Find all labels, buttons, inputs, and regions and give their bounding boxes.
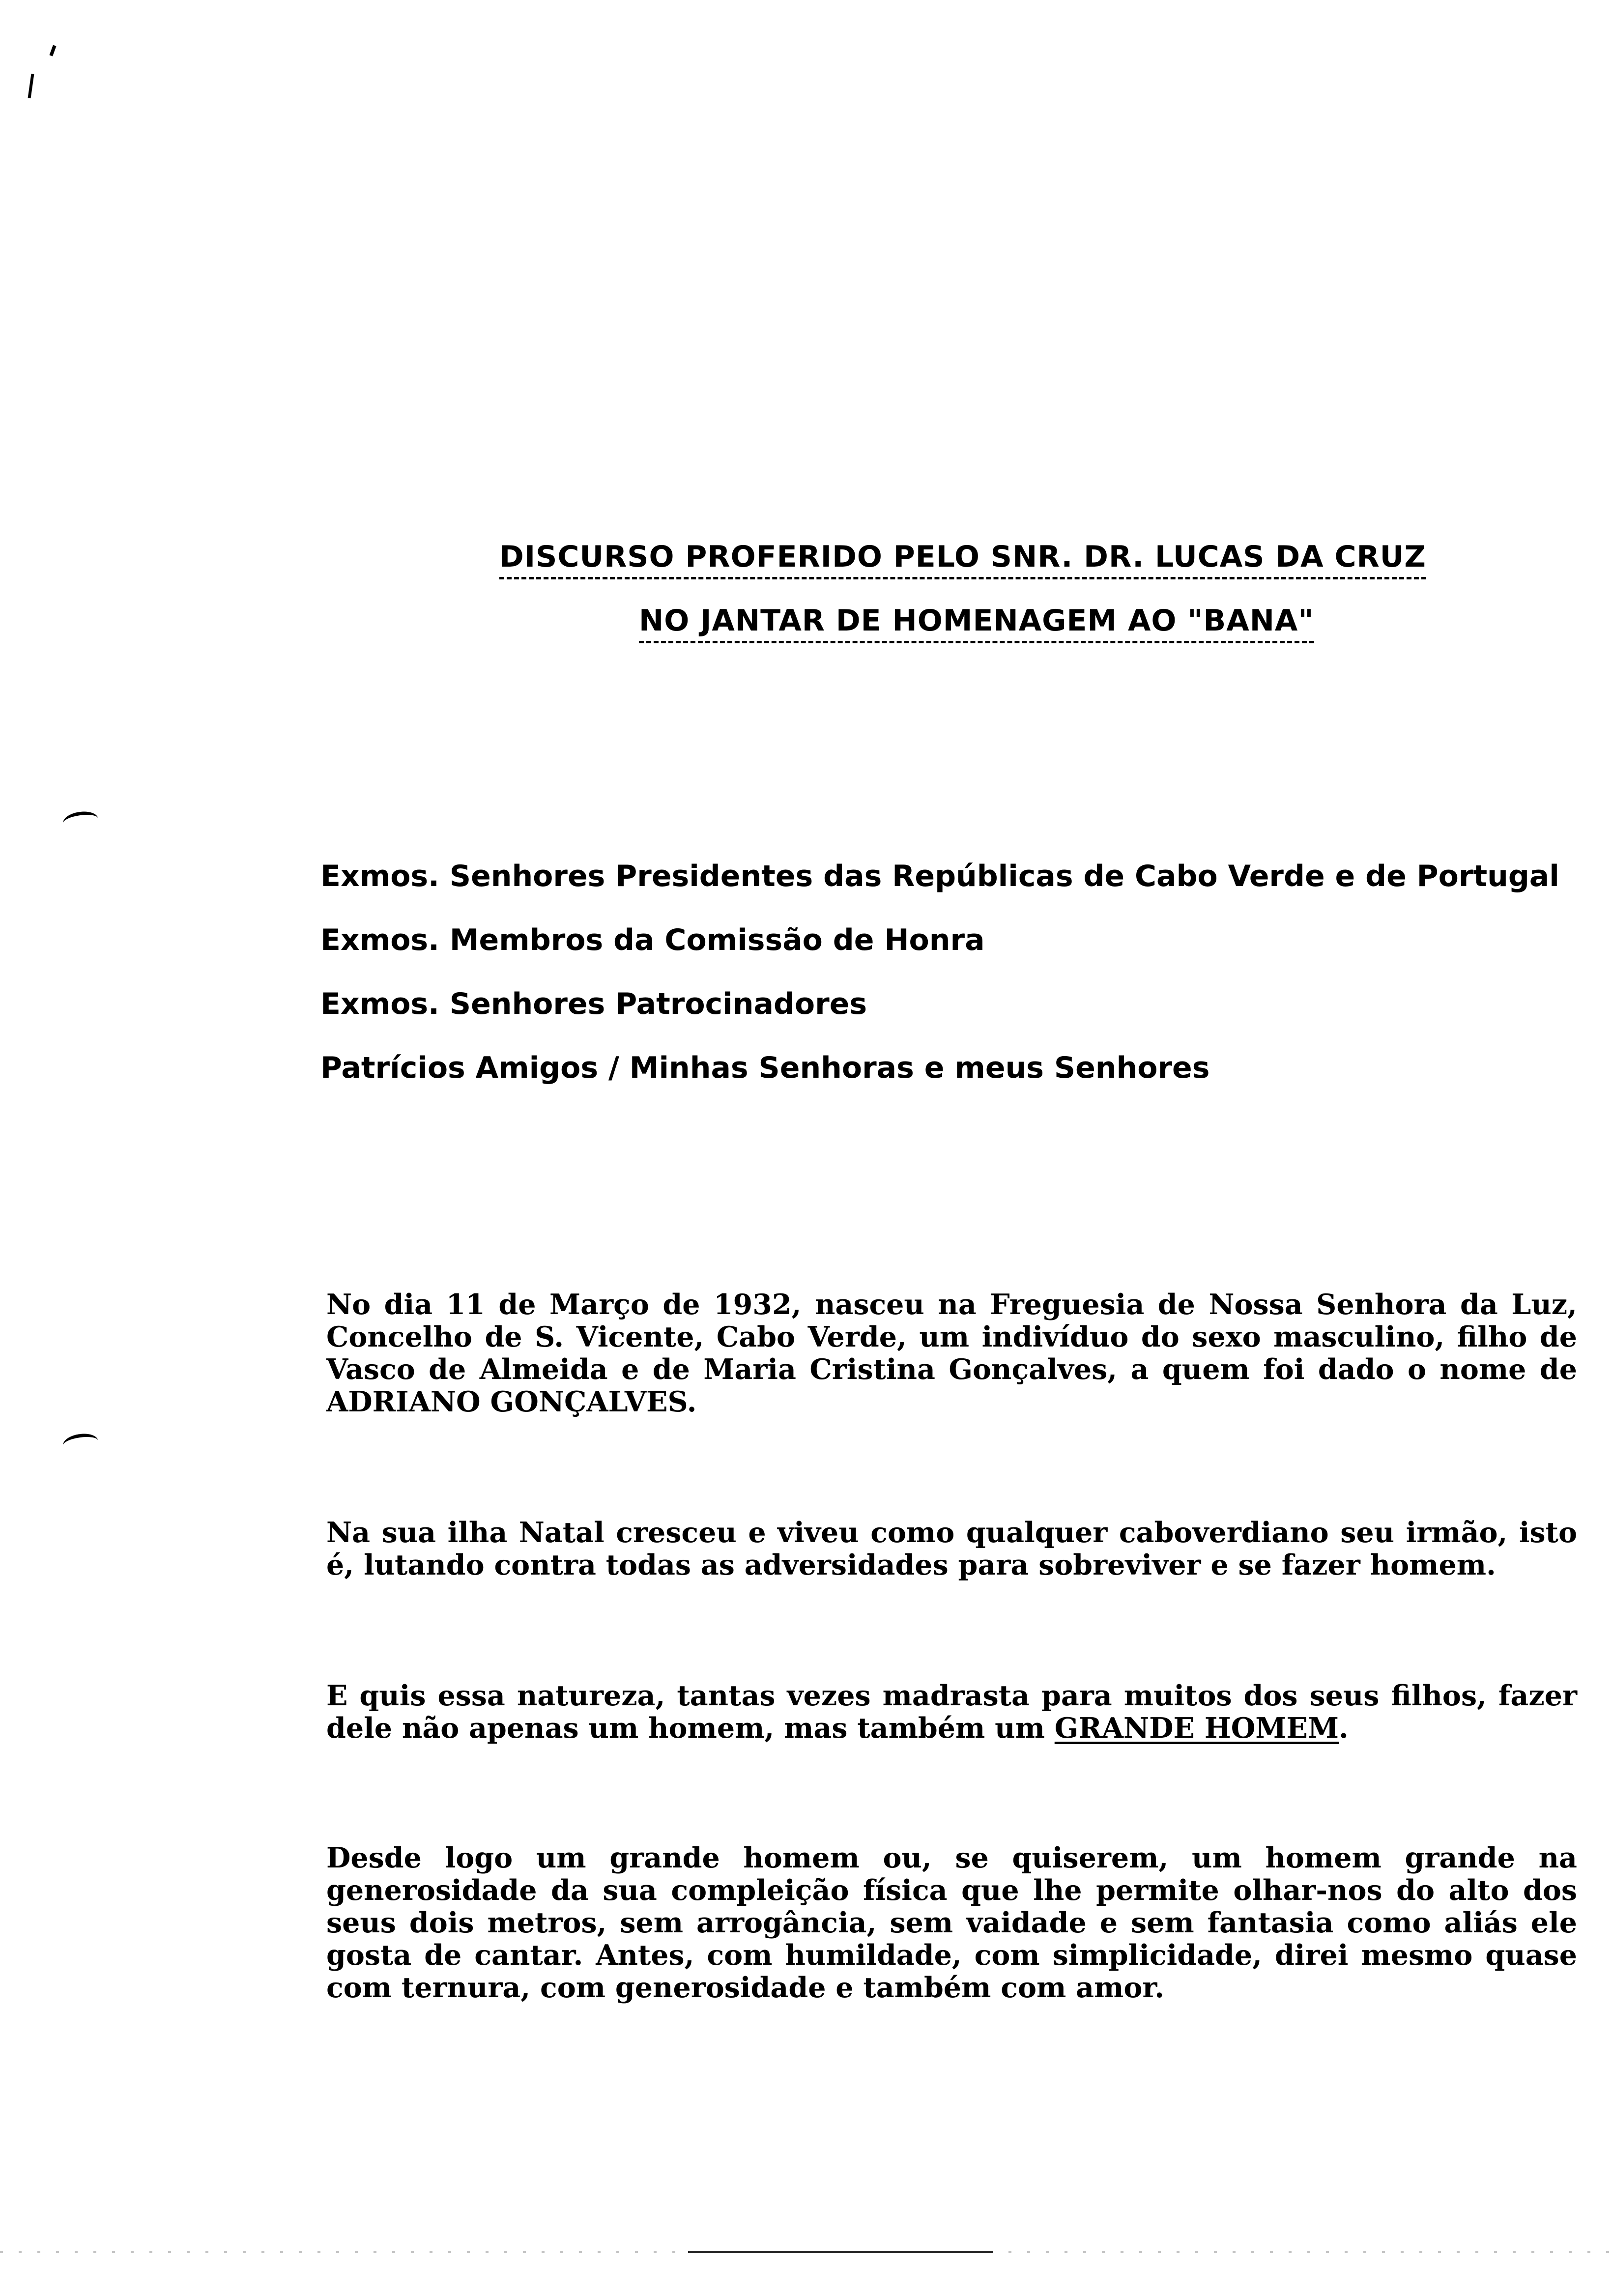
salutation-friends: Patrícios Amigos / Minhas Senhoras e meus Senhores <box>320 1051 1210 1085</box>
paragraph-text: No dia 11 de Março de 1932, nasceu na Freguesia de Nossa Senhora da Luz, Concelho de S. Vicente, Cabo Verde, um indivíduo do sexo masculino, filho de Vasco de Almeida e de Maria Cristina Gonçalves, a quem foi dado o nome de ADRIANO GONÇALVES. <box>326 1288 1577 1418</box>
paragraph-island <box>326 1517 1577 1581</box>
paragraph-nature <box>326 1680 1577 1745</box>
paragraph-text <box>326 1680 1577 1745</box>
paragraph-text-end: . <box>1339 1712 1349 1745</box>
scan-mark <box>49 45 56 56</box>
paragraph-text: Desde logo um grande homem ou, se quiserem, um homem grande na generosidade da sua compleição física que lhe permite olhar-nos do alto dos seus dois metros, sem arrogância, sem vaidade e sem fantasia como aliás ele gosta de cantar. Antes, com humildade, com simplicidade, direi mesmo quase com ternura, com generosidade e também com amor. <box>326 1841 1577 2004</box>
paragraph-birth <box>326 1289 1577 1418</box>
paragraph-great-man <box>326 1842 1577 2004</box>
punch-hole-mark <box>62 809 99 832</box>
speech-subtitle: NO JANTAR DE HOMENAGEM AO "BANA" <box>639 603 1314 643</box>
scan-edge-line <box>688 2251 993 2253</box>
salutation-presidents: Exmos. Senhores Presidentes das Repúblicas de Cabo Verde e de Portugal <box>320 859 1559 893</box>
scan-mark <box>28 74 34 98</box>
paragraph-text-start: E quis essa natureza, tantas vezes madrasta para muitos dos seus filhos, fazer dele não apenas um homem, mas também um <box>326 1679 1577 1745</box>
salutation-sponsors: Exmos. Senhores Patrocinadores <box>320 987 867 1021</box>
salutation-honor-committee: Exmos. Membros da Comissão de Honra <box>320 923 985 957</box>
salutations-block <box>320 860 1576 1116</box>
speech-title: DISCURSO PROFERIDO PELO SNR. DR. LUCAS DA CRUZ <box>499 540 1426 579</box>
paragraph-text: Na sua ilha Natal cresceu e viveu como qualquer caboverdiano seu irmão, isto é, lutando contra todas as adversidades para sobreviver e se fazer homem. <box>326 1516 1577 1581</box>
punch-hole-mark <box>62 1432 99 1455</box>
emphasis-grande-homem: GRANDE HOMEM <box>1054 1712 1339 1745</box>
